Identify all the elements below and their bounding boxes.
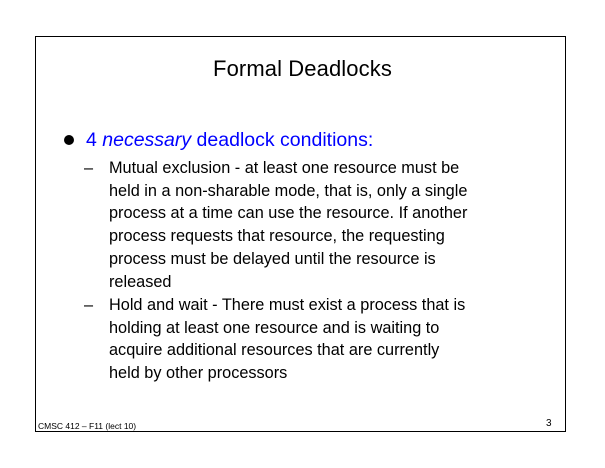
sub-item-line: acquire additional resources that are currently [109,341,440,360]
slide-footer: CMSC 412 – F11 (lect 10) [38,421,137,431]
sub-item-hold-and-wait [84,294,465,385]
sub-item-line: holding at least one resource and is waiting to [109,318,440,337]
sub-item-line: released [109,272,172,291]
sub-item-line: process must be delayed until the resource is [109,249,436,268]
sub-item-dash: – [84,159,94,177]
sub-item-line: Mutual exclusion - at least one resource must be [109,159,460,177]
bullet-dot-icon [64,135,74,145]
page-number: 3 [546,418,552,429]
main-bullet-text [86,129,373,152]
sub-item-line: process at a time can use the resource. If another [109,204,468,223]
slide-title: Formal Deadlocks [213,56,392,81]
bullet-prefix: 4 [86,128,103,151]
bullet-emphasis: necessary [102,128,192,151]
main-bullet [64,128,373,152]
bullet-suffix: deadlock conditions: [191,128,374,151]
sub-item-line: held by other processors [109,364,288,383]
sub-item-text [109,157,467,293]
sub-item-line: Hold and wait - There must exist a process that is [109,296,466,314]
sub-item-text [109,294,465,385]
sub-item-mutual-exclusion [84,157,467,293]
sub-item-dash: – [84,296,94,314]
sub-item-line: held in a non-sharable mode, that is, only a single [109,181,468,200]
sub-item-line: process requests that resource, the requesting [109,227,445,246]
